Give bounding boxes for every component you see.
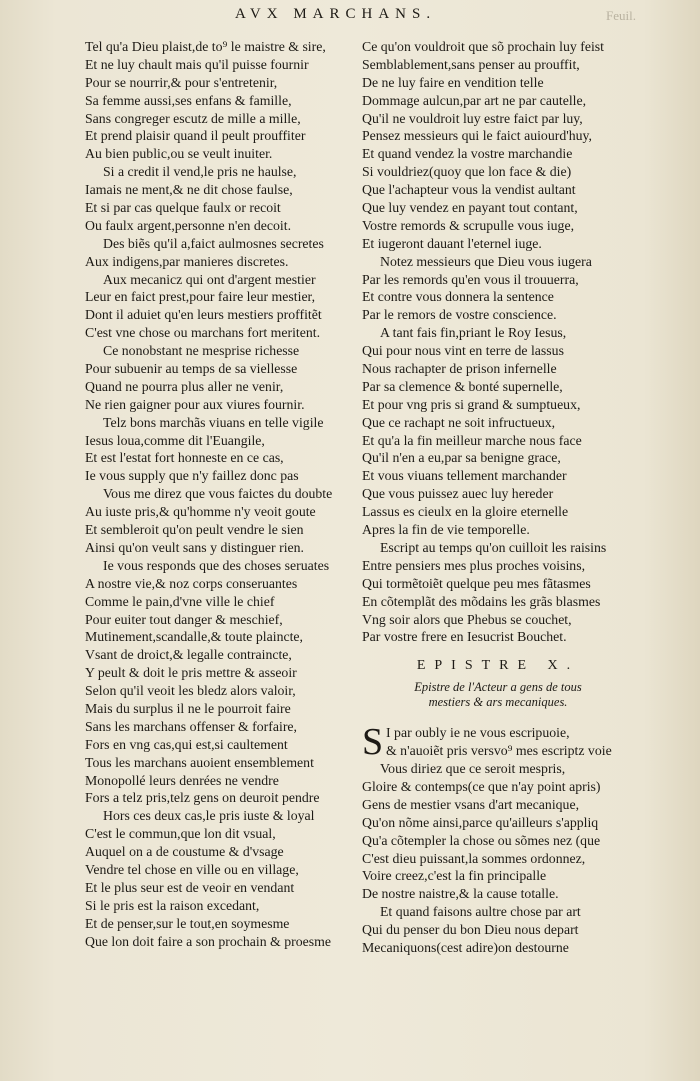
verse-line: Ainsi qu'on veult sans y distinguer rien. xyxy=(85,539,304,555)
verse-line: Y peult & doit le pris mettre & asseoir xyxy=(85,665,297,681)
verse-line: Ou faulx argent,personne n'en decoit. xyxy=(85,217,292,233)
verse-line: Aux mecanicz qui ont d'argent mestier xyxy=(103,271,316,287)
verse-line: C'est dieu puissant,la sommes ordonnez, xyxy=(362,850,586,866)
verse-line: Leur en faict prest,pour faire leur mestier, xyxy=(85,289,316,305)
verse-line: Pour subuenir au temps de sa viellesse xyxy=(85,361,298,377)
verse-line: Vng soir alors que Phebus se couchet, xyxy=(362,611,572,627)
verse-line: Tel qu'a Dieu plaist,de to⁹ le maistre & sire, xyxy=(85,39,326,54)
verse-line: Par les remords qu'en vous il trouuerra, xyxy=(362,271,579,287)
verse-line: Comme le pain,d'vne ville le chief xyxy=(85,593,275,609)
verse-line: Qui pour nous vint en terre de lassus xyxy=(362,343,564,359)
verse-line: Hors ces deux cas,le pris iuste & loyal xyxy=(103,808,315,824)
verse-line: Au iuste pris,& qu'homme n'y veoit goute xyxy=(85,504,316,520)
verse-line: & n'auoiẽt pris versvo⁹ mes escriptz voie xyxy=(386,743,612,759)
verse-line: Et contre vous donnera la sentence xyxy=(362,289,554,305)
verse-line: Que ce rachapt ne soit infructueux, xyxy=(362,414,556,430)
epistle-subtitle-line: mestiers & ars mecaniques. xyxy=(428,695,568,710)
verse-line: Et prend plaisir quand il peult prouffiter xyxy=(85,128,306,144)
verse-line: Vous me direz que vous faictes du doubte xyxy=(103,486,333,502)
verse-line: Vsant de droict,& legalle contraincte, xyxy=(85,647,292,663)
verse-line: Lassus es cieulx en la gloire eternelle xyxy=(362,504,569,520)
verse-line: Selon qu'il veoit les bledz alors valoir, xyxy=(85,683,296,699)
dropcap-block xyxy=(362,721,634,764)
verse-line: Par le remors de vostre conscience. xyxy=(362,307,557,323)
verse-line: Aux indigens,par manieres discretes. xyxy=(85,253,289,269)
verse-line: Ce qu'on vouldroit que sõ prochain luy feist xyxy=(362,39,604,54)
left-column xyxy=(85,38,357,950)
right-column xyxy=(362,38,634,957)
verse-line: Pour euiter tout danger & meschief, xyxy=(85,611,283,627)
verse-line: Sa femme aussi,ses enfans & famille, xyxy=(85,92,292,108)
right-column-verses-continued xyxy=(362,760,634,957)
verse-line: Mais du surplus il ne le pourroit faire xyxy=(85,700,291,716)
verse-line: Qui tormẽtoiẽt quelque peu mes fãtasmes xyxy=(362,575,591,591)
verse-line: Si a credit il vend,le pris ne haulse, xyxy=(103,164,297,180)
verse-line: Quand ne pourra plus aller ne venir, xyxy=(85,378,284,394)
verse-line: A tant fais fin,priant le Roy Iesus, xyxy=(380,325,567,341)
verse-line: De ne luy faire en vendition telle xyxy=(362,74,544,90)
verse-line: Voire creez,c'est la fin principalle xyxy=(362,868,547,884)
verse-line: Gloire & contemps(ce que n'ay point apris) xyxy=(362,778,601,794)
verse-line: Iesus loua,comme dit l'Euangile, xyxy=(85,432,265,448)
verse-line: Que lon doit faire a son prochain & proesme xyxy=(85,933,331,949)
verse-line: Par vostre frere en Iesucrist Bouchet. xyxy=(362,629,567,645)
verse-line: Qu'il ne vouldroit luy estre faict par luy, xyxy=(362,110,583,126)
verse-line: Que vous puissez auec luy hereder xyxy=(362,486,554,502)
verse-line: Qu'il n'en a eu,par sa benigne grace, xyxy=(362,450,561,466)
verse-line: Monopollé leurs denrées ne vendre xyxy=(85,772,279,788)
epistle-subtitle xyxy=(362,680,634,710)
verse-line: Qui du penser du bon Dieu nous depart xyxy=(362,922,579,938)
verse-line: Ie vous supply que n'y faillez donc pas xyxy=(85,468,299,484)
verse-line: Et quand vendez la vostre marchandie xyxy=(362,146,573,162)
verse-line: Si le pris est la raison excedant, xyxy=(85,897,260,913)
verse-line: Nous rachapter de prison infernelle xyxy=(362,361,557,377)
verse-line: Vendre tel chose en ville ou en village, xyxy=(85,861,299,877)
verse-line: A nostre vie,& noz corps conseruantes xyxy=(85,575,298,591)
verse-line: Apres la fin de vie temporelle. xyxy=(362,522,530,538)
verse-line: Et iugeront dauant l'eternel iuge. xyxy=(362,235,542,251)
verse-line: Que luy vendez en payant tout contant, xyxy=(362,200,578,216)
verse-line: Que l'achapteur vous la vendist aultant xyxy=(362,182,576,198)
verse-line: Et est l'estat fort honneste en ce cas, xyxy=(85,450,284,466)
running-title: AVX MARCHANS. xyxy=(235,6,437,22)
verse-line: Ne rien gaigner pour aux viures fournir. xyxy=(85,396,305,412)
verse-line: En cõtemplãt des mõdains les grãs blasmes xyxy=(362,593,601,609)
epistle-subtitle-line: Epistre de l'Acteur a gens de tous xyxy=(414,680,582,695)
verse-line: Pensez messieurs qui le faict auiourd'huy, xyxy=(362,128,592,144)
verse-line: Par sa clemence & bonté supernelle, xyxy=(362,378,563,394)
verse-line: Sans les marchans offenser & forfaire, xyxy=(85,718,297,734)
verse-line: Fors en vng cas,qui est,si caultement xyxy=(85,736,288,752)
verse-line: De nostre naistre,& la cause totalle. xyxy=(362,886,559,902)
verse-line: Qu'on nõme ainsi,parce qu'ailleurs s'appliq xyxy=(362,814,599,830)
verse-line: Escript au temps qu'on cuilloit les raisins xyxy=(380,539,607,555)
verse-line: I par oubly ie ne vous escripuoie, xyxy=(386,725,570,741)
verse-line: Telz bons marchãs viuans en telle vigile xyxy=(103,414,324,430)
verse-line: Sans congreger escutz de mille a mille, xyxy=(85,110,301,126)
verse-line: C'est le commun,que lon dit vsual, xyxy=(85,826,276,842)
verse-line: Et si par cas quelque faulx or recoit xyxy=(85,200,281,216)
verse-line: Au bien public,ou se veult inuiter. xyxy=(85,146,273,162)
verse-line: C'est vne chose ou marchans fort meritent. xyxy=(85,325,321,341)
verse-line: Et quand faisons aultre chose par art xyxy=(380,904,581,920)
verse-line: Et de penser,sur le tout,en soymesme xyxy=(85,915,290,931)
verse-line: Vostre remords & scrupulle vous iuge, xyxy=(362,217,575,233)
verse-line: Gens de mestier vsans d'art mecanique, xyxy=(362,796,580,812)
verse-line: Et sembleroit qu'on peult vendre le sien xyxy=(85,522,304,538)
verse-line: Notez messieurs que Dieu vous iugera xyxy=(380,253,592,269)
verse-line: Mecaniquons(cest adire)on destourne xyxy=(362,939,569,955)
verse-line: Iamais ne ment,& ne dit chose faulse, xyxy=(85,182,293,198)
verse-line: Et le plus seur est de veoir en vendant xyxy=(85,879,295,895)
epistle-heading: EPISTRE X. xyxy=(416,658,580,674)
verse-line: Qu'a cõtempler la chose ou sõmes nez (que xyxy=(362,832,601,848)
verse-line: Dommage aulcun,par art ne par cautelle, xyxy=(362,92,587,108)
verse-line: Dont il aduiet qu'en leurs mestiers proffitẽt xyxy=(85,307,322,323)
verse-line: Et vous viuans tellement marchander xyxy=(362,468,567,484)
verse-line: Et qu'a la fin meilleur marche nous face xyxy=(362,432,582,448)
verse-line: Ce nonobstant ne mesprise richesse xyxy=(103,343,300,359)
verse-line: Des biẽs qu'il a,faict aulmosnes secretes xyxy=(103,235,324,251)
verse-line: Si vouldriez(quoy que lon face & die) xyxy=(362,164,572,180)
verse-line: Et pour vng pris si grand & sumptueux, xyxy=(362,396,581,412)
verse-line: Mutinement,scandalle,& toute plaincte, xyxy=(85,629,304,645)
right-column-verses xyxy=(362,38,634,646)
verse-line: Entre pensiers mes plus proches voisins, xyxy=(362,557,586,573)
show-through-folio: Feuil. xyxy=(606,8,636,23)
verse-line: Pour se nourrir,& pour s'entretenir, xyxy=(85,74,278,90)
verse-line: Vous diriez que ce seroit mespris, xyxy=(380,761,566,777)
verse-line: Fors a telz pris,telz gens on deuroit pendre xyxy=(85,790,320,806)
verse-line: Auquel on a de coustume & d'vsage xyxy=(85,844,284,860)
verse-line: Ie vous responds que des choses seruates xyxy=(103,557,330,573)
dropcap-letter: S xyxy=(362,721,384,764)
verse-line: Et ne luy chault mais qu'il puisse fournir xyxy=(85,56,309,72)
verse-line: Tous les marchans auoient ensemblement xyxy=(85,754,314,770)
verse-line: Semblablement,sans penser au prouffit, xyxy=(362,56,580,72)
